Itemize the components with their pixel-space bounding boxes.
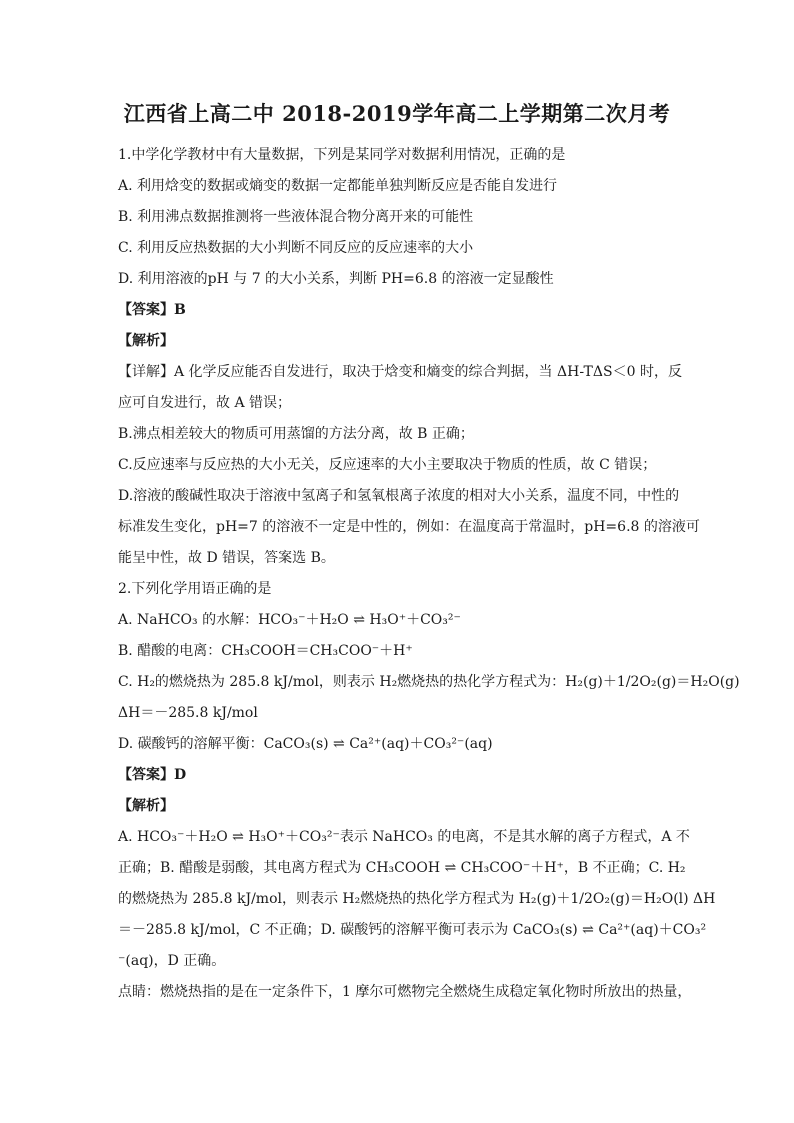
- question-1-detail-line: D.溶液的酸碱性取决于溶液中氢离子和氢氧根离子浓度的相对大小关系，温度不同，中性的: [118, 488, 680, 504]
- question-1-option-c: C. 利用反应热数据的大小判断不同反应的反应速率的大小: [118, 240, 474, 256]
- page-title: 江西省上高二中 2018-2019学年高二上学期第二次月考: [123, 101, 671, 126]
- question-2-option-d: D. 碳酸钙的溶解平衡：CaCO₃(s) ⇌ Ca²⁺(aq)＋CO₃²⁻(aq): [118, 736, 493, 752]
- question-1-detail-line: B.沸点相差较大的物质可用蒸馏的方法分离，故 B 正确；: [118, 426, 474, 442]
- question-2-analysis-line: ⁻(aq)，D 正确。: [118, 953, 226, 969]
- question-2-analysis-line: 的燃烧热为 285.8 kJ/mol，则表示 H₂燃烧热的热化学方程式为 H₂(g)＋1/2O₂(g)＝H₂O(l) ΔH: [118, 891, 716, 907]
- question-1-detail-line: 能呈中性，故 D 错误，答案选 B。: [118, 550, 335, 566]
- question-1-option-d: D. 利用溶液的pH 与 7 的大小关系，判断 PH=6.8 的溶液一定显酸性: [118, 271, 554, 287]
- question-1-detail-line: 标准发生变化，pH=7 的溶液不一定是中性的，例如：在温度高于常温时，pH=6.8 的溶液可: [118, 519, 700, 535]
- question-1-option-a: A. 利用焓变的数据或熵变的数据一定都能单独判断反应是否能自发进行: [118, 178, 558, 194]
- question-1-detail-line: 应可自发进行，故 A 错误；: [118, 395, 292, 411]
- question-1-detail-line: C.反应速率与反应热的大小无关，反应速率的大小主要取决于物质的性质，故 C 错误；: [118, 457, 657, 473]
- question-2-option-b: B. 醋酸的电离：CH₃COOH＝CH₃COO⁻＋H⁺: [118, 643, 413, 659]
- question-1-detail-line: 【详解】A 化学反应能否自发进行，取决于焓变和熵变的综合判据，当 ΔH-TΔS＜0 时，反: [118, 364, 682, 380]
- question-2-option-c-cont: ΔH＝－285.8 kJ/mol: [118, 705, 258, 721]
- question-2-option-a: A. NaHCO₃ 的水解：HCO₃⁻＋H₂O ⇌ H₃O⁺＋CO₃²⁻: [118, 612, 461, 628]
- question-1-answer: 【答案】B: [118, 302, 186, 318]
- question-1-analysis-label: 【解析】: [118, 333, 174, 349]
- question-2-analysis-label: 【解析】: [118, 798, 174, 814]
- question-1-stem: 1.中学化学教材中有大量数据，下列是某同学对数据利用情况，正确的是: [118, 147, 566, 163]
- question-2-option-c: C. H₂的燃烧热为 285.8 kJ/mol，则表示 H₂燃烧热的热化学方程式为：H₂(g)＋1/2O₂(g)＝H₂O(g): [118, 674, 740, 690]
- question-2-stem: 2.下列化学用语正确的是: [118, 581, 272, 597]
- question-2-analysis-line: ＝－285.8 kJ/mol，C 不正确；D. 碳酸钙的溶解平衡可表示为 CaCO₃(s) ⇌ Ca²⁺(aq)＋CO₃²: [118, 922, 707, 938]
- question-2-tip: 点睛：燃烧热指的是在一定条件下，1 摩尔可燃物完全燃烧生成稳定氧化物时所放出的热量，: [118, 984, 692, 1000]
- question-2-analysis-line: 正确；B. 醋酸是弱酸，其电离方程式为 CH₃COOH ⇌ CH₃COO⁻＋H⁺，B 不正确；C. H₂: [118, 860, 686, 876]
- question-2-answer: 【答案】D: [118, 767, 187, 783]
- question-1-option-b: B. 利用沸点数据推测将一些液体混合物分离开来的可能性: [118, 209, 474, 225]
- question-2-analysis-line: A. HCO₃⁻＋H₂O ⇌ H₃O⁺＋CO₃²⁻表示 NaHCO₃ 的电离，不是其水解的离子方程式，A 不: [118, 829, 690, 845]
